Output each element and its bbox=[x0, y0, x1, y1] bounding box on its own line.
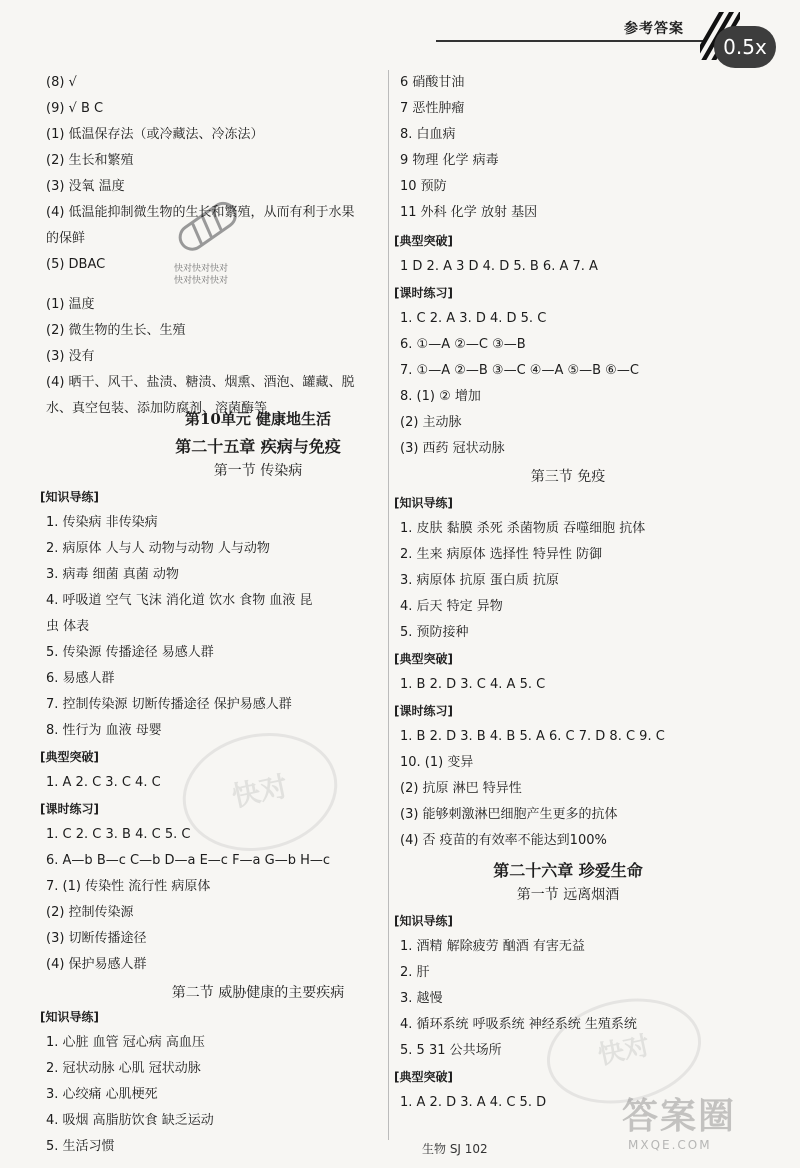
right-answer-line: 6 硝酸甘油 bbox=[400, 75, 465, 90]
left-answer-line: 虫 体表 bbox=[46, 619, 90, 634]
left-answer-line: 的保鲜 bbox=[46, 231, 86, 246]
right-section-heading: [知识导练] bbox=[394, 496, 453, 510]
kuaidui-watermark-left: 快对 bbox=[172, 719, 349, 865]
playback-speed-button[interactable]: 0.5x bbox=[714, 26, 776, 68]
right-section-heading: [知识导练] bbox=[394, 914, 453, 928]
right-answer-line: 7 恶性肿瘤 bbox=[400, 101, 465, 116]
right-section-heading: [典型突破] bbox=[394, 1070, 453, 1084]
left-answer-line: 1. C 2. C 3. B 4. C 5. C bbox=[46, 827, 191, 842]
left-section-heading: [知识导练] bbox=[40, 490, 99, 504]
right-answer-line: 1. C 2. A 3. D 4. D 5. C bbox=[400, 311, 547, 326]
left-answer-line: 5. 生活习惯 bbox=[46, 1139, 115, 1154]
right-answer-line: 5. 5 31 公共场所 bbox=[400, 1043, 502, 1058]
left-answer-line: (3) 没氧 温度 bbox=[46, 179, 125, 194]
right-answer-line: 1. 皮肤 黏膜 杀死 杀菌物质 吞噬细胞 抗体 bbox=[400, 521, 646, 536]
right-answer-line: 9 物理 化学 病毒 bbox=[400, 153, 499, 168]
stamp-text-2: 快对快对快对 bbox=[174, 276, 229, 286]
right-section-title: 第三节 免疫 bbox=[530, 469, 606, 485]
left-answer-line: 4. 吸烟 高脂肪饮食 缺乏运动 bbox=[46, 1113, 214, 1128]
right-answer-line: 5. 预防接种 bbox=[400, 625, 469, 640]
left-answer-line: (8) √ bbox=[46, 75, 77, 90]
right-answer-line: 8. (1) ② 增加 bbox=[400, 389, 481, 404]
right-answer-line: 3. 病原体 抗原 蛋白质 抗原 bbox=[400, 573, 559, 588]
right-answer-line: (3) 能够刺激淋巴细胞产生更多的抗体 bbox=[400, 807, 618, 822]
right-answer-line: 7. ①—A ②—B ③—C ④—A ⑤—B ⑥—C bbox=[400, 363, 639, 378]
left-answer-line: 1. 传染病 非传染病 bbox=[46, 515, 158, 530]
right-answer-line: 2. 肝 bbox=[400, 965, 430, 980]
left-answer-line: 2. 冠状动脉 心肌 冠状动脉 bbox=[46, 1061, 201, 1076]
left-section-title: 第二节 威胁健康的主要疾病 bbox=[171, 985, 345, 1001]
right-answer-line: 1. 酒精 解除疲劳 酗酒 有害无益 bbox=[400, 939, 585, 954]
left-answer-line: (4) 保护易感人群 bbox=[46, 957, 147, 972]
left-section-heading: [知识导练] bbox=[40, 1010, 99, 1024]
left-answer-line: 水、真空包装、添加防腐剂、溶菌酶等 bbox=[46, 401, 268, 416]
left-answer-line: 1. 心脏 血管 冠心病 高血压 bbox=[46, 1035, 205, 1050]
right-section-title: 第一节 远离烟酒 bbox=[516, 887, 620, 903]
left-answer-line: 1. A 2. C 3. C 4. C bbox=[46, 775, 161, 790]
page-number: 生物 SJ 102 bbox=[422, 1142, 488, 1156]
right-answer-line: 8. 白血病 bbox=[400, 127, 456, 142]
left-answer-line: (4) 晒干、风干、盐渍、糖渍、烟熏、酒泡、罐藏、脱 bbox=[46, 375, 355, 390]
left-answer-line: 8. 性行为 血液 母婴 bbox=[46, 723, 162, 738]
left-answer-line: 4. 呼吸道 空气 飞沫 消化道 饮水 食物 血液 昆 bbox=[46, 593, 313, 608]
right-answer-line: (2) 主动脉 bbox=[400, 415, 462, 430]
right-section-heading: [课时练习] bbox=[394, 286, 453, 300]
pencil-eraser-icon bbox=[166, 184, 256, 264]
right-answer-line: 4. 后天 特定 异物 bbox=[400, 599, 503, 614]
left-answer-line: 3. 心绞痛 心肌梗死 bbox=[46, 1087, 158, 1102]
left-answer-line: 7. 控制传染源 切断传播途径 保护易感人群 bbox=[46, 697, 292, 712]
left-answer-line: 3. 病毒 细菌 真菌 动物 bbox=[46, 567, 179, 582]
right-answer-line: 11 外科 化学 放射 基因 bbox=[400, 205, 538, 220]
right-section-heading: [典型突破] bbox=[394, 652, 453, 666]
left-answer-line: (1) 低温保存法（或冷藏法、冷冻法） bbox=[46, 127, 264, 142]
right-answer-line: 4. 循环系统 呼吸系统 神经系统 生殖系统 bbox=[400, 1017, 637, 1032]
right-answer-line: 1. A 2. D 3. A 4. C 5. D bbox=[400, 1095, 547, 1110]
footer-watermark-logo: 答案圈 bbox=[622, 1096, 737, 1137]
header-rule bbox=[436, 40, 704, 42]
left-answer-line: (9) √ B C bbox=[46, 101, 104, 116]
right-answer-line: 10. (1) 变异 bbox=[400, 755, 474, 770]
stamp-text-1: 快对快对快对 bbox=[174, 264, 229, 274]
right-section-heading: [课时练习] bbox=[394, 704, 453, 718]
right-answer-line: 1 D 2. A 3 D 4. D 5. B 6. A 7. A bbox=[400, 259, 598, 274]
right-answer-line: (3) 西药 冠状动脉 bbox=[400, 441, 505, 456]
kuaidui-watermark-right: 快对 bbox=[537, 985, 711, 1117]
left-answer-line: (3) 切断传播途径 bbox=[46, 931, 147, 946]
left-answer-line: (2) 控制传染源 bbox=[46, 905, 134, 920]
right-answer-line: 1. B 2. D 3. B 4. B 5. A 6. C 7. D 8. C 9. C bbox=[400, 729, 665, 744]
left-answer-line: (1) 温度 bbox=[46, 297, 95, 312]
left-section-title: 第一节 传染病 bbox=[213, 463, 303, 479]
left-answer-line: 6. A—b B—c C—b D—a E—c F—a G—b H—c bbox=[46, 853, 331, 868]
column-divider bbox=[388, 70, 389, 1140]
left-answer-line: (2) 生长和繁殖 bbox=[46, 153, 134, 168]
left-answer-line: (2) 微生物的生长、生殖 bbox=[46, 323, 186, 338]
left-answer-line: 6. 易感人群 bbox=[46, 671, 115, 686]
left-section-heading: [典型突破] bbox=[40, 750, 99, 764]
right-answer-line: (2) 抗原 淋巴 特异性 bbox=[400, 781, 522, 796]
right-answer-line: (4) 否 疫苗的有效率不能达到100% bbox=[400, 833, 607, 848]
right-section-heading: [典型突破] bbox=[394, 234, 453, 248]
left-answer-line: 5. 传染源 传播途径 易感人群 bbox=[46, 645, 214, 660]
right-answer-line: 1. B 2. D 3. C 4. A 5. C bbox=[400, 677, 546, 692]
left-answer-line: (4) 低温能抑制微生物的生长和繁殖，从而有利于水果 bbox=[46, 205, 355, 220]
left-answer-line: (5) DBAC bbox=[46, 257, 106, 272]
right-answer-line: 6. ①—A ②—C ③—B bbox=[400, 337, 526, 352]
right-chapter-title: 第二十六章 珍爱生命 bbox=[493, 861, 643, 880]
left-answer-line: 2. 病原体 人与人 动物与动物 人与动物 bbox=[46, 541, 270, 556]
left-section-heading: [课时练习] bbox=[40, 802, 99, 816]
left-answer-line: (3) 没有 bbox=[46, 349, 95, 364]
left-unit-title: 第10单元 健康地生活 bbox=[184, 410, 332, 428]
left-chapter-title: 第二十五章 疾病与免疫 bbox=[175, 437, 341, 456]
header-title: 参考答案 bbox=[624, 21, 684, 37]
right-answer-line: 3. 越慢 bbox=[400, 991, 443, 1006]
footer-watermark-url: MXQE.COM bbox=[628, 1138, 712, 1152]
right-answer-line: 2. 生来 病原体 选择性 特异性 防御 bbox=[400, 547, 603, 562]
left-answer-line: 7. (1) 传染性 流行性 病原体 bbox=[46, 879, 211, 894]
right-answer-line: 10 预防 bbox=[400, 179, 447, 194]
